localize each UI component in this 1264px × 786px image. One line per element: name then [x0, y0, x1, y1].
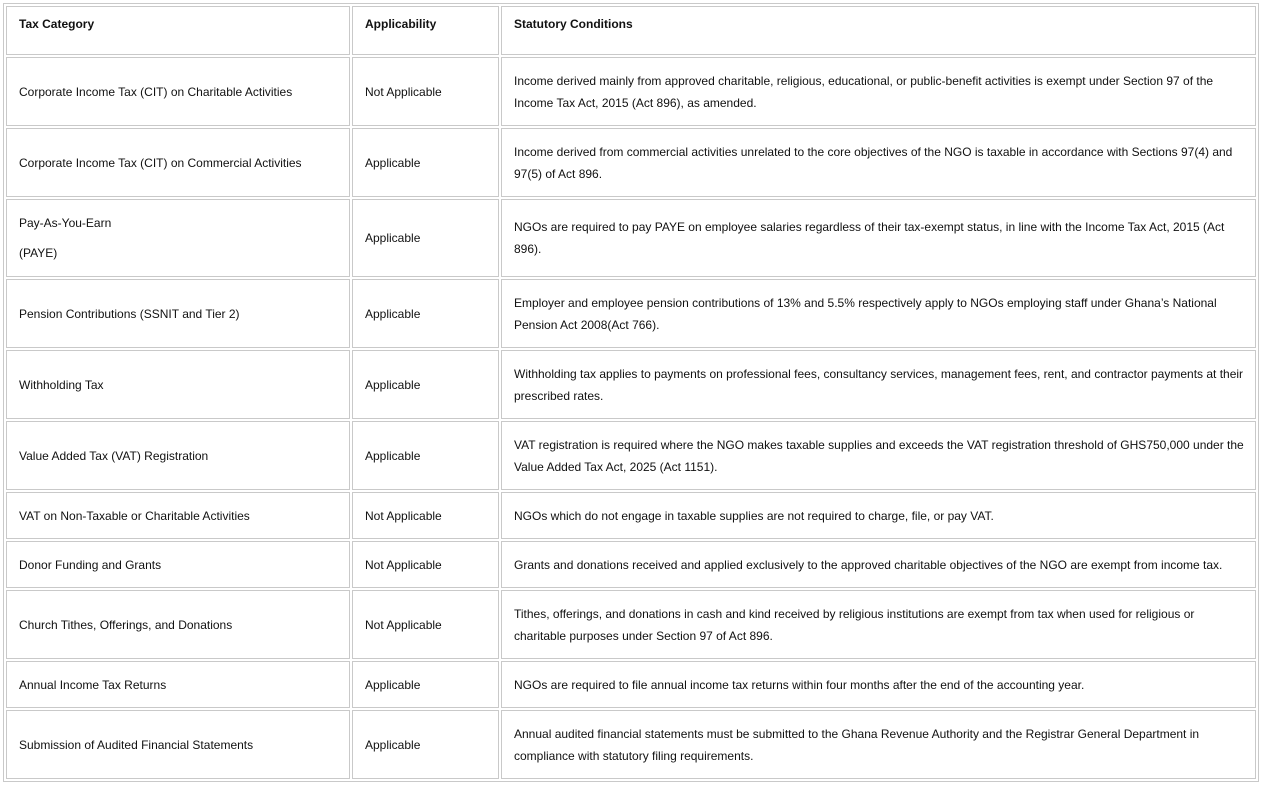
table-row	[6, 710, 1256, 779]
cell-tax-category: Annual Income Tax Returns	[6, 661, 350, 708]
cell-applicability: Applicable	[352, 199, 499, 277]
cell-tax-category: Church Tithes, Offerings, and Donations	[6, 590, 350, 659]
table-row	[6, 492, 1256, 539]
cell-statutory-conditions: Grants and donations received and applied exclusively to the approved charitable objectives of the NGO are exempt from income tax.	[501, 541, 1256, 588]
cell-statutory-conditions: Withholding tax applies to payments on professional fees, consultancy services, management fees, rent, and contractor payments at their prescribed rates.	[501, 350, 1256, 419]
cell-tax-category: Submission of Audited Financial Statements	[6, 710, 350, 779]
cell-tax-category: Corporate Income Tax (CIT) on Commercial Activities	[6, 128, 350, 197]
cell-applicability: Applicable	[352, 128, 499, 197]
cell-tax-category: Pension Contributions (SSNIT and Tier 2)	[6, 279, 350, 348]
cell-tax-category: Value Added Tax (VAT) Registration	[6, 421, 350, 490]
cell-statutory-conditions: Annual audited financial statements must be submitted to the Ghana Revenue Authority and the Registrar General Department in compliance with statutory filing requirements.	[501, 710, 1256, 779]
cell-applicability: Applicable	[352, 421, 499, 490]
cell-tax-category-line2: (PAYE)	[19, 246, 58, 260]
cell-applicability: Applicable	[352, 279, 499, 348]
cell-statutory-conditions: NGOs are required to file annual income tax returns within four months after the end of the accounting year.	[501, 661, 1256, 708]
cell-applicability: Not Applicable	[352, 492, 499, 539]
cell-statutory-conditions: NGOs are required to pay PAYE on employee salaries regardless of their tax-exempt status, in line with the Income Tax Act, 2015 (Act 896).	[501, 199, 1256, 277]
cell-tax-category: Corporate Income Tax (CIT) on Charitable Activities	[6, 57, 350, 126]
cell-tax-category	[6, 199, 350, 277]
cell-applicability: Not Applicable	[352, 590, 499, 659]
table-row	[6, 421, 1256, 490]
cell-tax-category: Withholding Tax	[6, 350, 350, 419]
cell-applicability: Applicable	[352, 350, 499, 419]
cell-statutory-conditions: Income derived mainly from approved charitable, religious, educational, or public-benefit activities is exempt under Section 97 of the Income Tax Act, 2015 (Act 896), as amended.	[501, 57, 1256, 126]
table-row	[6, 661, 1256, 708]
table-row	[6, 199, 1256, 277]
cell-applicability: Applicable	[352, 710, 499, 779]
cell-applicability: Not Applicable	[352, 541, 499, 588]
cell-tax-category: Donor Funding and Grants	[6, 541, 350, 588]
cell-tax-category: VAT on Non-Taxable or Charitable Activities	[6, 492, 350, 539]
cell-statutory-conditions: Income derived from commercial activities unrelated to the core objectives of the NGO is taxable in accordance with Sections 97(4) and 97(5) of Act 896.	[501, 128, 1256, 197]
header-statutory-conditions: Statutory Conditions	[501, 6, 1256, 55]
header-applicability: Applicability	[352, 6, 499, 55]
cell-applicability: Not Applicable	[352, 57, 499, 126]
table-row	[6, 57, 1256, 126]
table-row	[6, 128, 1256, 197]
table-header-row	[6, 6, 1256, 55]
header-tax-category: Tax Category	[6, 6, 350, 55]
cell-statutory-conditions: NGOs which do not engage in taxable supplies are not required to charge, file, or pay VAT.	[501, 492, 1256, 539]
table-row	[6, 541, 1256, 588]
table-row	[6, 590, 1256, 659]
cell-tax-category-line1: Pay-As-You-Earn	[19, 216, 112, 230]
cell-statutory-conditions: Employer and employee pension contributions of 13% and 5.5% respectively apply to NGOs employing staff under Ghana’s National Pension Act 2008(Act 766).	[501, 279, 1256, 348]
tax-table-container	[3, 3, 1259, 782]
tax-table	[4, 4, 1258, 781]
cell-statutory-conditions: VAT registration is required where the NGO makes taxable supplies and exceeds the VAT registration threshold of GHS750,000 under the Value Added Tax Act, 2025 (Act 1151).	[501, 421, 1256, 490]
table-row	[6, 279, 1256, 348]
cell-applicability: Applicable	[352, 661, 499, 708]
table-row	[6, 350, 1256, 419]
cell-statutory-conditions: Tithes, offerings, and donations in cash and kind received by religious institutions are exempt from tax when used for religious or charitable purposes under Section 97 of Act 896.	[501, 590, 1256, 659]
